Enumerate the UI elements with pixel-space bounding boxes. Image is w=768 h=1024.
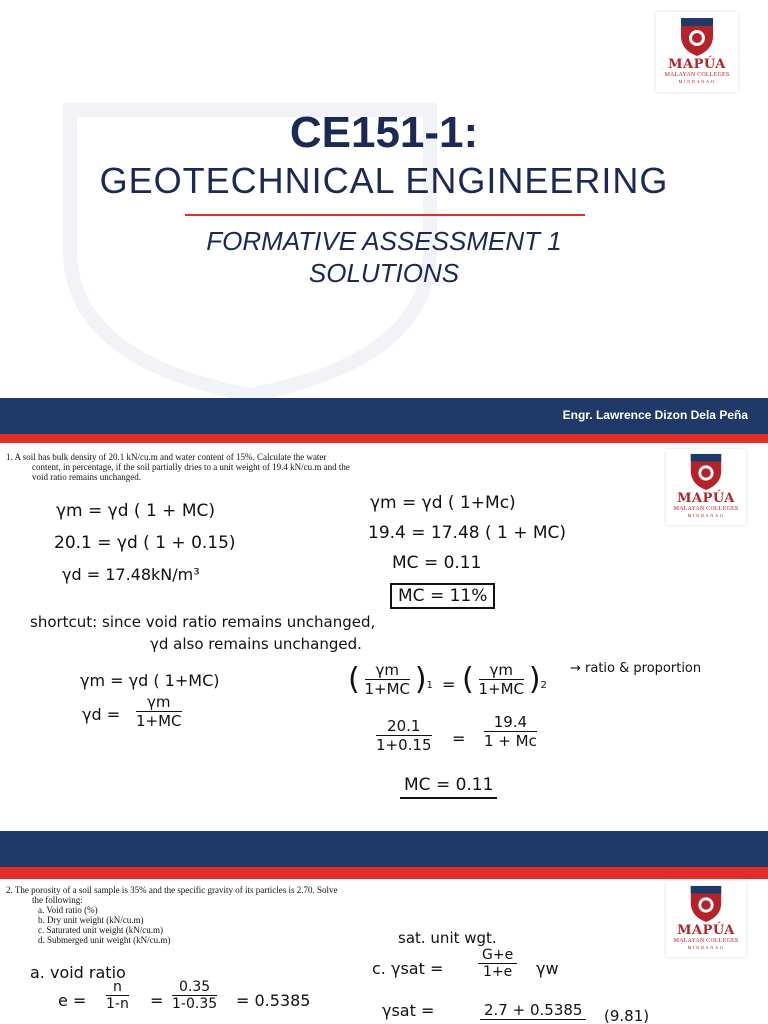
- author-name: Engr. Lawrence Dizon Dela Peña: [562, 408, 748, 422]
- problem1-line3: void ratio remains unchanged.: [32, 472, 141, 482]
- p1-sc-eq2-lhs: γd =: [82, 705, 121, 724]
- p1-right-eq1: γm = γd ( 1+Mc): [370, 493, 516, 513]
- problem1-statement: [6, 452, 426, 482]
- p2-a-frac2: [172, 979, 217, 1012]
- p1-ratio-right: ( $\frac{\gamma m}{1+MC}$ )$_2$: [462, 661, 547, 698]
- mapua-logo: [656, 12, 738, 92]
- p1-num-r-num: 19.4: [484, 713, 537, 732]
- p1-ratio-l-num: γm: [365, 661, 411, 680]
- slide2-red-bar: [0, 867, 768, 879]
- p1-right-eq3: MC = 0.11: [392, 553, 482, 573]
- logo-line2: MALAYAN COLLEGES: [673, 506, 739, 512]
- p2-c-frac-den: 1+e: [482, 964, 513, 980]
- p2-a-frac1-den: 1-n: [106, 996, 129, 1012]
- p1-num-l-num: 20.1: [376, 717, 432, 736]
- p1-left-eq3: γd = 17.48kN/m³: [62, 565, 200, 584]
- p2-c2-rhs: (9.81): [604, 1007, 650, 1024]
- p1-sc-eq1: γm = γd ( 1+MC): [80, 671, 220, 690]
- p2-a-result: = 0.5385: [236, 991, 311, 1010]
- p1-sc-frac-num: γm: [136, 693, 182, 712]
- shield-icon: [687, 452, 725, 492]
- p2-a-eq2: =: [150, 991, 164, 1010]
- logo-name: MAPÚA: [677, 923, 735, 938]
- p1-ratio-left: ( $\frac{\gamma m}{1+MC}$ )$_1$: [348, 661, 433, 698]
- p1-ratio-r-den: 1+MC: [478, 680, 525, 698]
- p1-shortcut-line1: shortcut: since void ratio remains unchanged,: [30, 613, 376, 631]
- p2-c2-lhs: γsat =: [382, 1001, 435, 1020]
- p1-num-left: [376, 717, 432, 754]
- p1-sc-frac-den: 1+MC: [136, 712, 182, 730]
- p1-left-eq1: γm = γd ( 1 + MC): [56, 501, 216, 521]
- p2-a-frac2-den: 1-0.35: [172, 996, 218, 1012]
- shield-icon: [687, 884, 725, 924]
- subtitle-line1: FORMATIVE ASSESSMENT 1: [206, 226, 562, 256]
- p1-num-eq: =: [452, 729, 466, 748]
- logo-line3: MINDANAO: [687, 513, 725, 518]
- p2-c-frac: [478, 947, 517, 980]
- p1-ratio-l-sub: 1: [426, 680, 433, 691]
- problem2-item-a: a. Void ratio (%): [38, 905, 98, 915]
- p1-ratio-l-den: 1+MC: [364, 680, 411, 698]
- course-name: GEOTECHNICAL ENGINEERING: [99, 160, 669, 201]
- slide1-bottom-red-bar: [0, 434, 768, 443]
- logo-name: MAPÚA: [677, 491, 735, 506]
- logo-line3: MINDANAO: [678, 79, 716, 84]
- problem2-slide: [0, 879, 768, 1024]
- p1-num-right: [484, 713, 537, 750]
- p2-c-rhs: γw: [536, 959, 559, 978]
- p2-a-frac1-num: n: [106, 979, 129, 996]
- p2-a-label: a. void ratio: [30, 963, 126, 982]
- p1-ratio-r-sub: 2: [540, 680, 547, 691]
- problem1-line1: 1. A soil has bulk density of 20.1 kN/cu.m and water content of 15%. Calculate the water: [6, 452, 327, 462]
- p1-left-eq2: 20.1 = γd ( 1 + 0.15): [54, 533, 236, 553]
- problem2-item-b: b. Dry unit weight (kN/cu.m): [38, 915, 144, 925]
- p1-num-r-den: 1 + Mc: [484, 732, 537, 750]
- p1-boxed-answer: MC = 11%: [390, 583, 495, 609]
- p2-c-frac-num: G+e: [478, 947, 517, 964]
- problem1-slide: [0, 443, 768, 831]
- p1-right-eq2: 19.4 = 17.48 ( 1 + MC): [368, 523, 567, 543]
- p1-ratio-r-num: γm: [479, 661, 525, 680]
- shield-icon: [677, 16, 717, 58]
- p2-a-eq-lhs: e =: [58, 991, 87, 1010]
- p1-ratio-eq: =: [442, 675, 456, 694]
- slide2-bottom-bar: [0, 831, 768, 867]
- problem2-line1: 2. The porosity of a soil sample is 35% and the specific gravity of its particles is 2.70. Solve: [6, 885, 338, 895]
- problem2-statement: [6, 885, 426, 945]
- logo-name: MAPÚA: [668, 57, 726, 72]
- p1-sc-frac: [136, 693, 182, 730]
- problem1-line2: content, in percentage, if the soil partially dries to a unit weight of 19.4 kN/cu.m and the: [32, 462, 350, 472]
- mapua-logo: [666, 881, 746, 957]
- p2-c2-num: 2.7 + 0.5385: [480, 1001, 586, 1020]
- p2-a-frac1: [106, 979, 129, 1012]
- problem2-line2: the following:: [32, 895, 83, 905]
- p1-ratio-note: → ratio & proportion: [570, 661, 702, 676]
- logo-line3: MINDANAO: [687, 945, 725, 950]
- title-slide: [0, 0, 768, 398]
- course-code: CE151-1:: [289, 108, 479, 157]
- author-bar: [0, 398, 768, 434]
- p1-final: MC = 0.11: [400, 775, 497, 799]
- logo-line2: MALAYAN COLLEGES: [664, 72, 730, 78]
- problem2-item-d: d. Submerged unit weight (kN/cu.m): [38, 935, 171, 945]
- mapua-logo: [666, 449, 746, 525]
- p2-c-lhs: c. γsat =: [372, 959, 444, 978]
- subtitle-line2: SOLUTIONS: [308, 258, 460, 288]
- p2-a-frac2-num: 0.35: [172, 979, 217, 996]
- problem2-item-c: c. Saturated unit weight (kN/cu.m): [38, 925, 163, 935]
- p2-sat-label: sat. unit wgt.: [398, 929, 497, 947]
- title-divider: [185, 214, 585, 216]
- p1-num-l-den: 1+0.15: [376, 736, 432, 754]
- logo-line2: MALAYAN COLLEGES: [673, 938, 739, 944]
- p1-shortcut-line2: γd also remains unchanged.: [150, 635, 362, 653]
